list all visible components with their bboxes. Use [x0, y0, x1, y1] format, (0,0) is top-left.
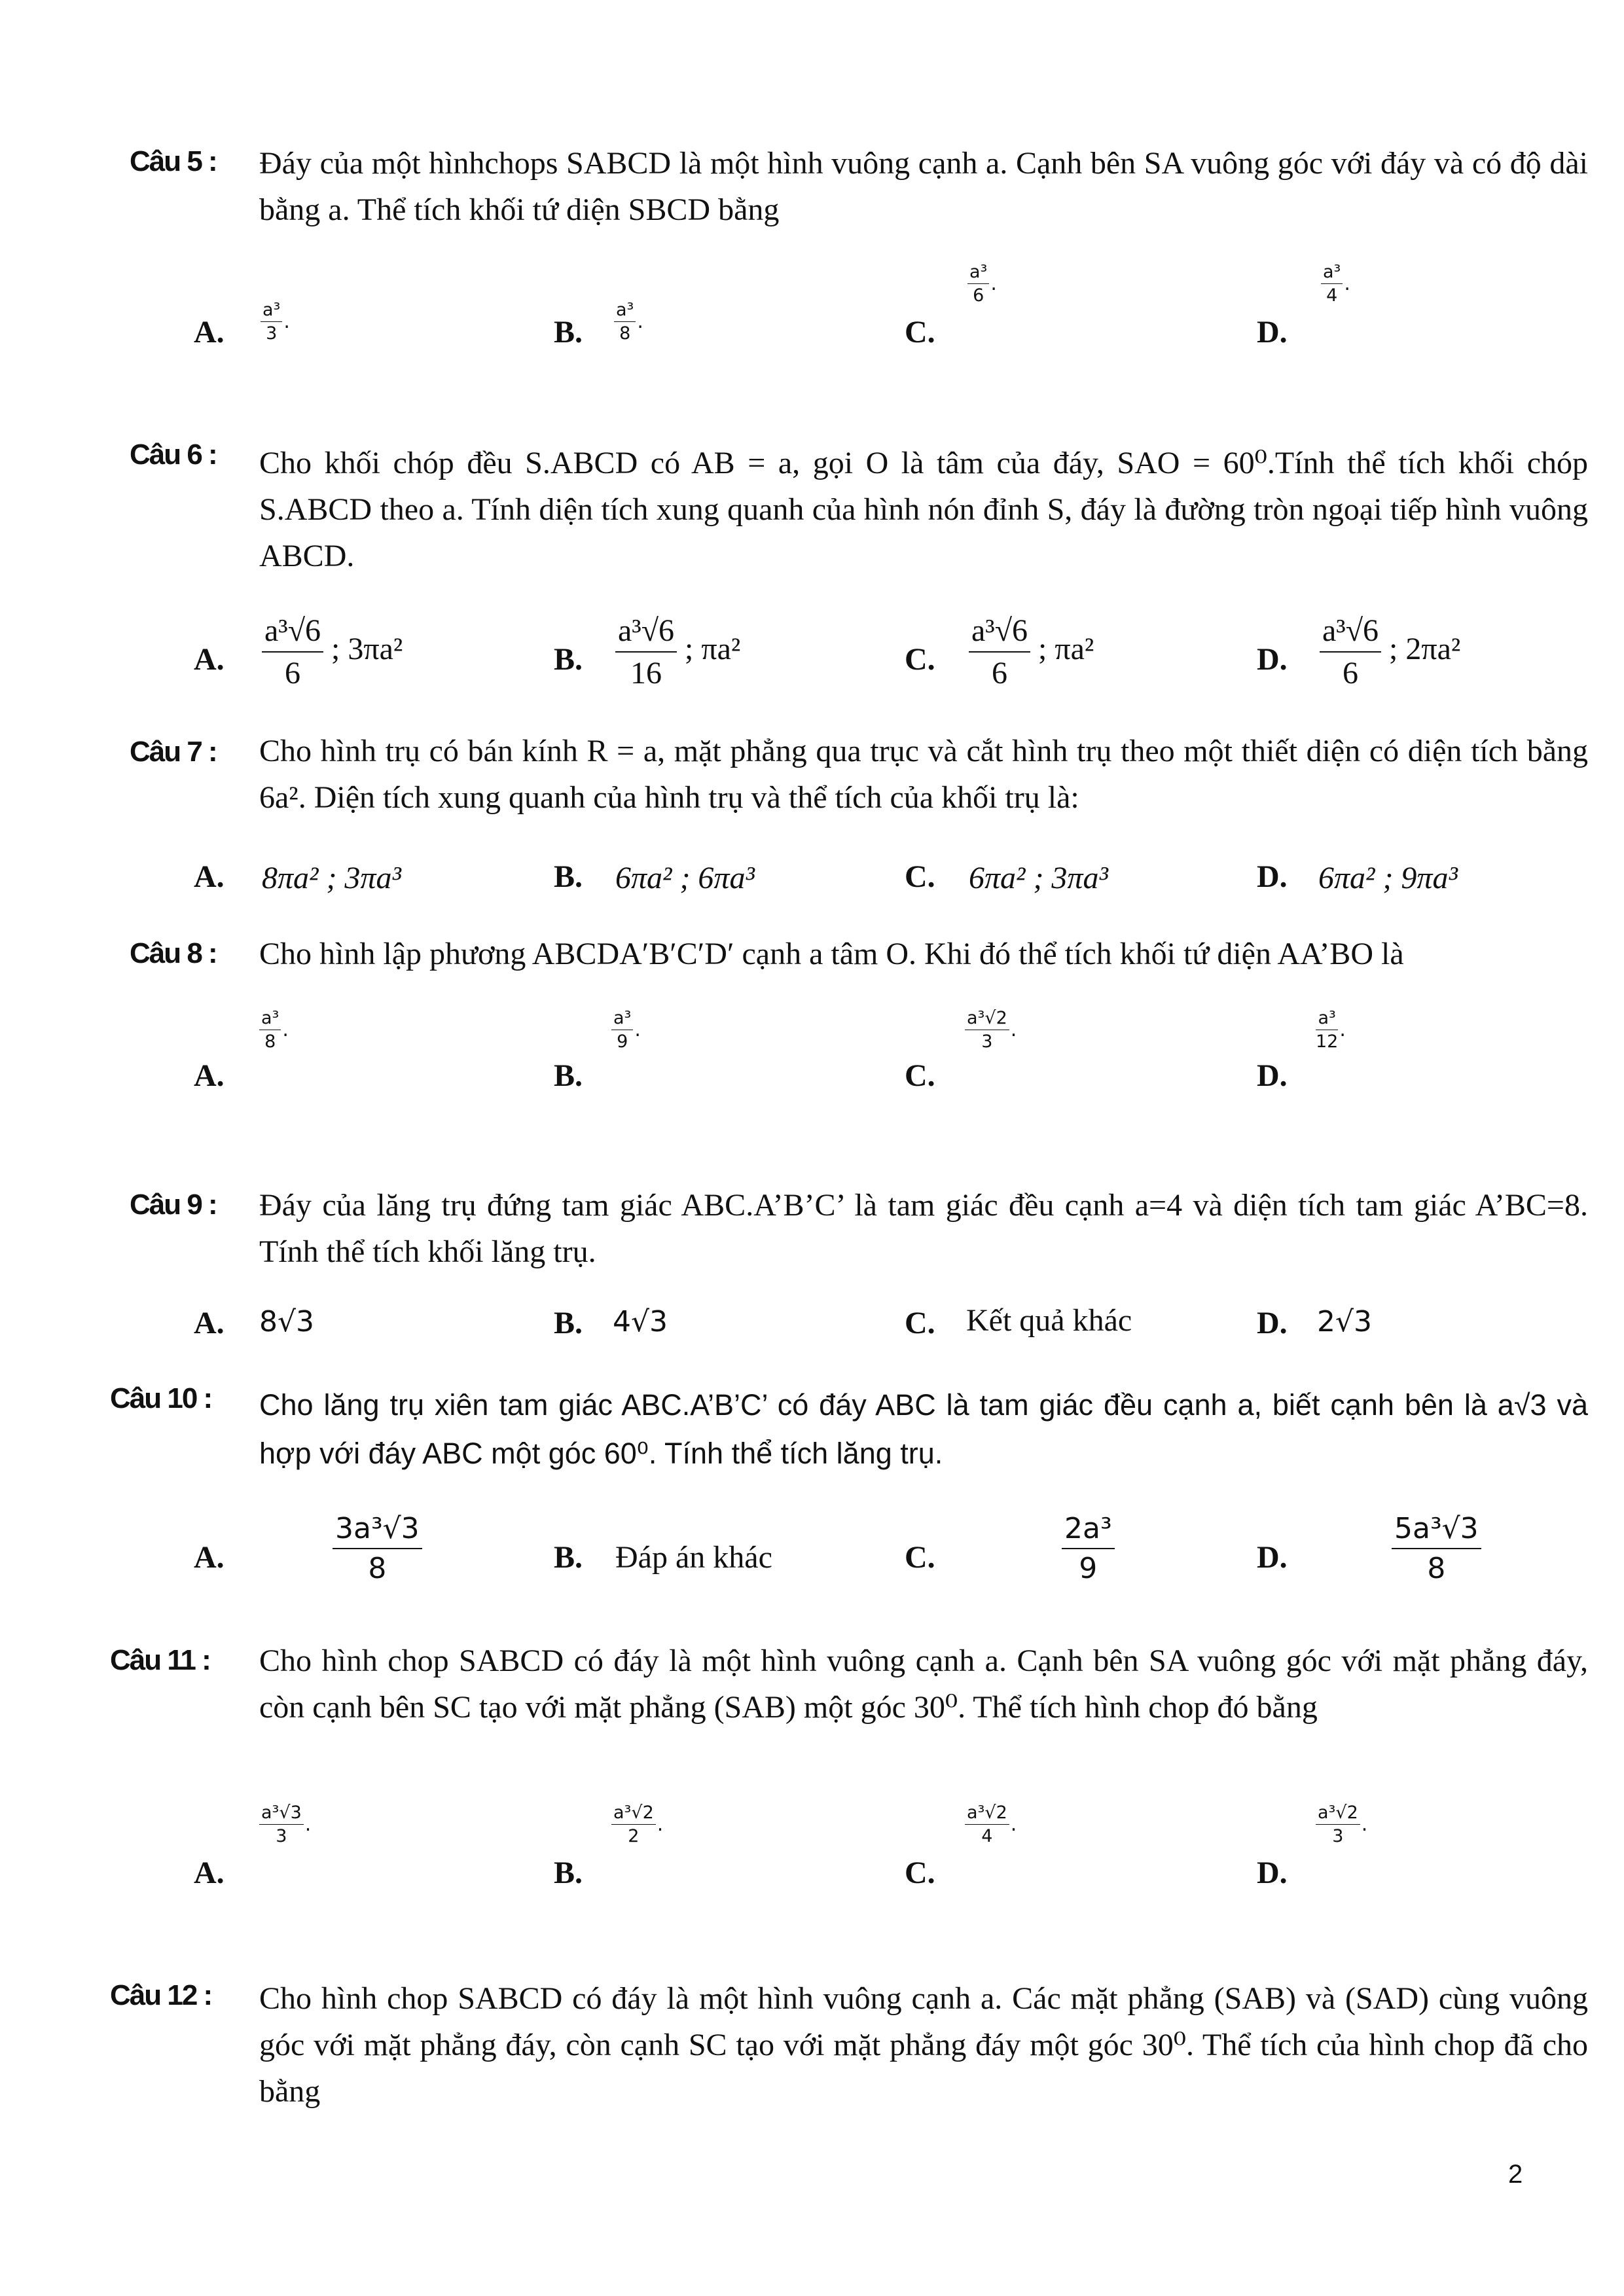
question-label: Câu 11 :: [110, 1644, 210, 1676]
option-value: $\frac{\text{a³√3}}{3}$ .: [259, 1803, 311, 1846]
option-value: $\frac{\text{a³}}{12}$ .: [1316, 1008, 1346, 1052]
question-stem: Cho hình chop SABCD có đáy là một hình vuông cạnh a. Các mặt phẳng (SAB) và (SAD) cùng vuông góc với mặt phẳng đáy, còn cạnh SC tạo với mặt phẳng đáy một góc 30⁰. Thể tích của hình chop đã cho bằng: [259, 1981, 1588, 2109]
question-stem: Đáy của lăng trụ đứng tam giác ABC.A’B’C’ là tam giác đều cạnh a=4 và diện tích tam giác A’BC=8. Tính thể tích khối lăng trụ.: [259, 1188, 1588, 1269]
option-letter: A.: [194, 859, 225, 894]
question-label: Câu 7 :: [130, 736, 217, 768]
option-letter: B.: [554, 859, 583, 894]
page-number: 2: [1508, 2160, 1523, 2189]
option-letter: A.: [194, 1856, 225, 1890]
option-letter: C.: [905, 1540, 935, 1575]
option-value: $\frac{\text{a³√2}}{3}$ .: [965, 1008, 1017, 1052]
option-letter: B.: [554, 1306, 583, 1340]
option-value: $\frac{\text{a³√6}}{6}$ ; πa²: [969, 613, 1094, 691]
option-value: $\frac{\text{2a³}}{9}$: [1062, 1512, 1115, 1585]
question-stem: Cho hình lập phương ABCDA′B′C′D′ cạnh a tâm O. Khi đó thể tích khối tứ diện AA’BO là: [259, 937, 1404, 971]
option-letter: B.: [554, 1856, 583, 1890]
option-value: Kết quả khác: [966, 1303, 1132, 1338]
option-value: $\frac{\text{a³}}{6}$ .: [967, 262, 997, 306]
option-value: $\frac{\text{a³√2}}{4}$ .: [965, 1803, 1017, 1846]
option-letter: C.: [905, 859, 935, 894]
question-stem: Cho hình chop SABCD có đáy là một hình vuông cạnh a. Cạnh bên SA vuông góc với mặt phẳng đáy, còn cạnh bên SC tạo với mặt phẳng (SAB) một góc 30⁰. Thể tích hình chop đó bằng: [259, 1643, 1588, 1725]
option-letter: D.: [1257, 1306, 1288, 1340]
option-value: $\frac{\text{a³√6}}{16}$ ; πa²: [615, 613, 740, 691]
option-letter: D.: [1257, 642, 1288, 677]
question-label: Câu 9 :: [130, 1189, 217, 1221]
option-value: Đáp án khác: [615, 1540, 772, 1575]
option-value: 6πa² ; 6πa³: [615, 861, 755, 895]
option-value: $\frac{\text{a³√6}}{6}$ ; 3πa²: [262, 613, 403, 691]
question-stem: Đáy của một hìnhchops SABCD là một hình vuông cạnh a. Cạnh bên SA vuông góc với đáy và có độ dài bằng a. Thể tích khối tứ diện SBCD bằng: [259, 146, 1588, 227]
option-value: 8√3: [259, 1305, 315, 1338]
option-letter: C.: [905, 1856, 935, 1890]
option-letter: A.: [194, 642, 225, 677]
option-letter: D.: [1257, 1856, 1288, 1890]
option-value: $\frac{\text{a³}}{9}$ .: [611, 1008, 641, 1052]
option-letter: A.: [194, 1540, 225, 1575]
option-value: 8πa² ; 3πa³: [262, 861, 401, 895]
option-letter: B.: [554, 1540, 583, 1575]
option-value: $\frac{\text{a³}}{3}$ .: [261, 300, 290, 344]
option-value: $\frac{\text{a³}}{4}$ .: [1321, 262, 1350, 306]
option-value: $\frac{\text{a³√2}}{2}$ .: [611, 1803, 663, 1846]
option-value: 4√3: [613, 1305, 668, 1338]
option-value: $\frac{\text{a³√6}}{6}$ ; 2πa²: [1320, 613, 1460, 691]
question-label: Câu 10 :: [110, 1382, 212, 1414]
question-stem: Cho khối chóp đều S.ABCD có AB = a, gọi O là tâm của đáy, SAO = 60⁰.Tính thể tích khối chóp S.ABCD theo a. Tính diện tích xung quanh của hình nón đỉnh S, đáy là đường tròn ngoại tiếp hình vuông ABCD.: [259, 446, 1588, 573]
question-label: Câu 5 :: [130, 145, 217, 177]
question-stem: Cho lăng trụ xiên tam giác ABC.A’B’C’ có đáy ABC là tam giác đều cạnh a, biết cạnh bên là a√3 và hợp với đáy ABC một góc 60⁰. Tính thể tích lăng trụ.: [259, 1388, 1588, 1470]
option-value: 6πa² ; 3πa³: [969, 861, 1108, 895]
option-letter: C.: [905, 1058, 935, 1093]
option-value: 6πa² ; 9πa³: [1318, 861, 1458, 895]
question-label: Câu 6 :: [130, 439, 217, 471]
option-letter: D.: [1257, 1540, 1288, 1575]
option-value: 2√3: [1317, 1305, 1373, 1338]
question-stem: Cho hình trụ có bán kính R = a, mặt phẳng qua trục và cắt hình trụ theo một thiết diện có diện tích bằng 6a². Diện tích xung quanh của hình trụ và thể tích của khối trụ là:: [259, 734, 1588, 815]
option-letter: A.: [194, 1306, 225, 1340]
option-letter: A.: [194, 315, 225, 350]
option-value: $\frac{\text{a³}}{8}$ .: [259, 1008, 289, 1052]
option-letter: D.: [1257, 1058, 1288, 1093]
question-label: Câu 12 :: [110, 1979, 212, 2011]
option-letter: C.: [905, 1306, 935, 1340]
option-letter: C.: [905, 642, 935, 677]
option-letter: D.: [1257, 859, 1288, 894]
option-letter: B.: [554, 1058, 583, 1093]
question-label: Câu 8 :: [130, 937, 217, 969]
option-letter: B.: [554, 642, 583, 677]
option-letter: B.: [554, 315, 583, 350]
option-letter: C.: [905, 315, 935, 350]
option-value: $\frac{\text{a³}}{8}$ .: [614, 300, 643, 344]
option-letter: D.: [1257, 315, 1288, 350]
option-value: $\frac{\text{3a³√3}}{8}$: [333, 1512, 422, 1585]
option-value: $\frac{\text{a³√2}}{3}$ .: [1316, 1803, 1367, 1846]
option-letter: A.: [194, 1058, 225, 1093]
option-value: $\frac{\text{5a³√3}}{8}$: [1392, 1512, 1481, 1585]
